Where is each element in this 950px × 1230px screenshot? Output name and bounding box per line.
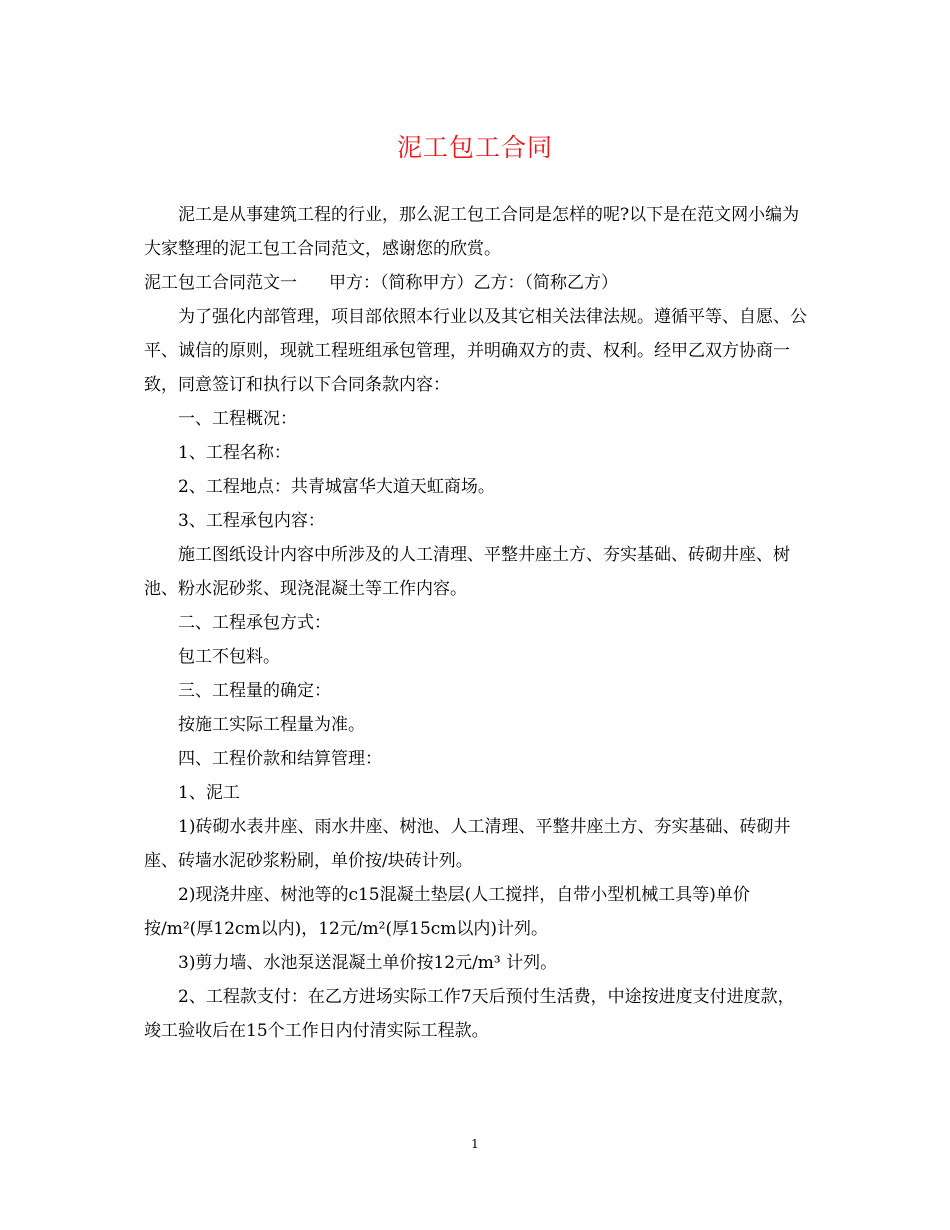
paragraph: 施工图纸设计内容中所涉及的人工清理、平整井座土方、夯实基础、砖砌井座、树池、粉水泥砂浆、现浇混凝土等工作内容。 [144, 545, 790, 599]
page-number: 1 [471, 1137, 479, 1151]
paragraph: 1、泥工 [178, 783, 240, 803]
document-title: 泥工包工合同 [396, 133, 553, 162]
paragraph: 二、工程承包方式： [178, 613, 331, 633]
paragraph: 1、工程名称： [178, 443, 291, 463]
paragraph: 3)剪力墙、水池泵送混凝土单价按12元/m³ 计列。 [178, 953, 558, 973]
paragraph: 3、工程承包内容： [178, 511, 325, 531]
paragraph: 1)砖砌水表井座、雨水井座、树池、人工清理、平整井座土方、夯实基础、砖砌井座、砖墙水泥砂浆粉刷，单价按/块砖计列。 [144, 817, 791, 871]
paragraph: 包工不包料。 [178, 647, 280, 667]
paragraph: 2、工程地点：共青城富华大道天虹商场。 [178, 477, 495, 497]
paragraph: 三、工程量的确定： [178, 681, 331, 701]
paragraph: 2、工程款支付：在乙方进场实际工作7天后预付生活费，中途按进度支付进度款，竣工验收后在15个工作日内付清实际工程款。 [144, 987, 795, 1041]
paragraph: 四、工程价款和结算管理： [178, 749, 382, 769]
document-body [144, 198, 810, 1048]
paragraph: 为了强化内部管理，项目部依照本行业以及其它相关法律法规。遵循平等、自愿、公平、诚信的原则，现就工程班组承包管理，并明确双方的责、权利。经甲乙双方协商一致，同意签订和执行以下合同条款内容： [144, 307, 807, 395]
parties-line: 甲方：（简称甲方）乙方：（简称乙方） [329, 273, 618, 293]
paragraph-heading: 泥工包工合同范文一 [144, 273, 297, 293]
paragraph: 泥工是从事建筑工程的行业，那么泥工包工合同是怎样的呢?以下是在范文网小编为大家整理的泥工包工合同范文，感谢您的欣赏。 [144, 205, 800, 259]
paragraph: 一、工程概况： [178, 409, 297, 429]
paragraph [144, 266, 810, 300]
paragraph: 按施工实际工程量为准。 [178, 715, 365, 735]
paragraph: 2)现浇井座、树池等的c15混凝土垫层(人工搅拌，自带小型机械工具等)单价按/m²(厚12cm以内)，12元/m²(厚15cm以内)计列。 [144, 885, 750, 939]
